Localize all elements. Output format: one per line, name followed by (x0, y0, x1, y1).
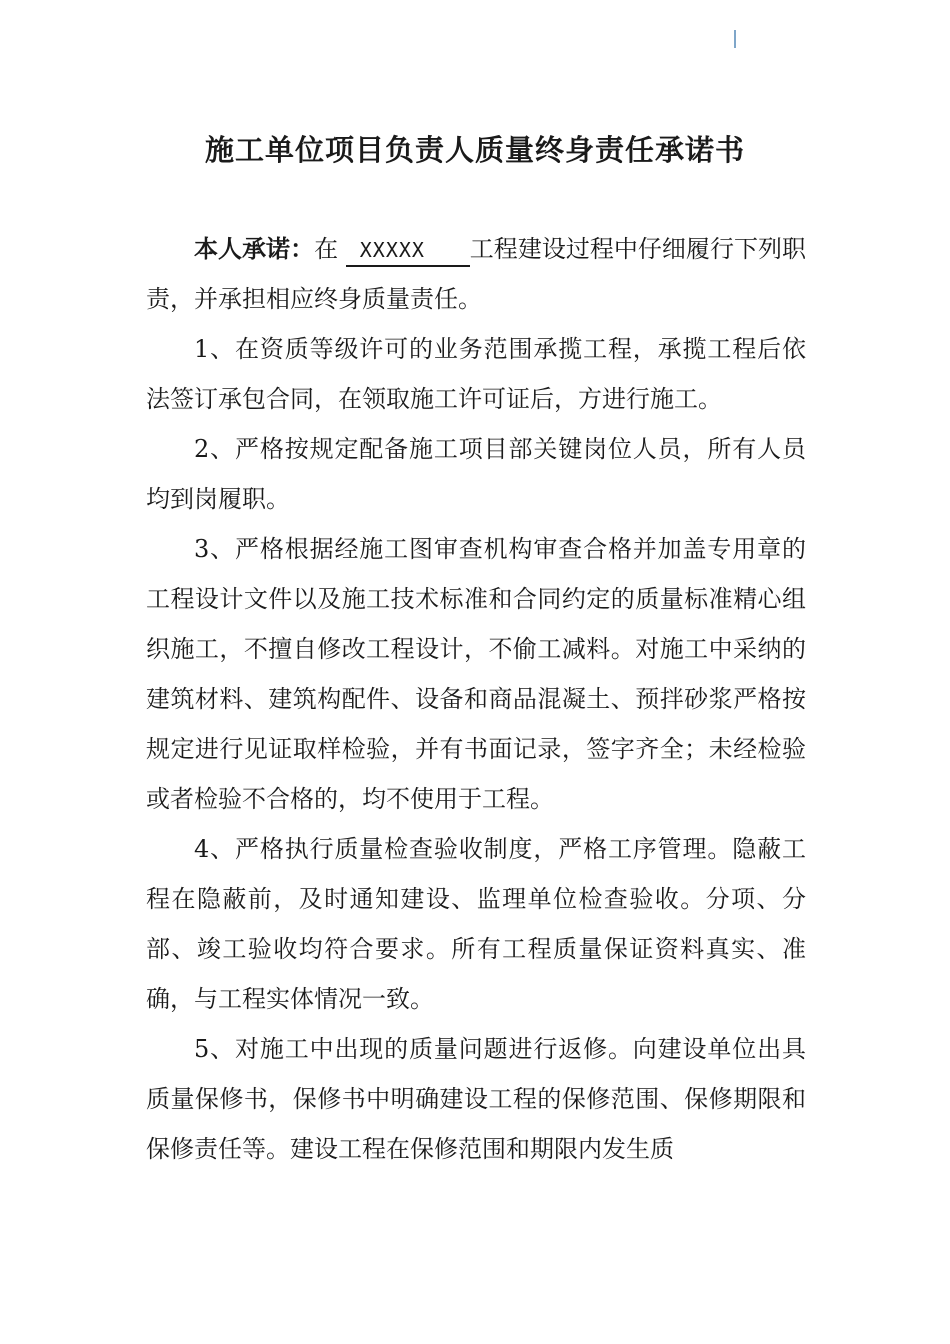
intro-after-blank: 工程建设过程中仔细履行下列职责，并承担相应终身质量责任。 (146, 235, 807, 313)
intro-lead: 本人承诺： (194, 234, 315, 263)
intro-before-blank: 在 (314, 235, 346, 263)
commitment-item-5: 5、对施工中出现的质量问题进行返修。向建设单位出具质量保修书，保修书中明确建设工程的保修范围、保修期限和保修责任等。建设工程在保修范围和期限内发生质 (146, 1035, 806, 1163)
intro-paragraph (146, 224, 806, 324)
commitment-item-1: 1、在资质等级许可的业务范围承揽工程，承揽工程后依法签订承包合同，在领取施工许可证后，方进行施工。 (146, 335, 806, 413)
commitment-item-4: 4、严格执行质量检查验收制度，严格工序管理。隐蔽工程在隐蔽前，及时通知建设、监理单位检查验收。分项、分部、竣工验收均符合要求。所有工程质量保证资料真实、准确，与工程实体情况一致。 (146, 835, 806, 1013)
corner-mark (734, 30, 736, 48)
commitment-item-2: 2、严格按规定配备施工项目部关键岗位人员，所有人员均到岗履职。 (146, 435, 806, 513)
commitment-item-3: 3、严格根据经施工图审查机构审查合格并加盖专用章的工程设计文件以及施工技术标准和合同约定的质量标准精心组织施工，不擅自修改工程设计，不偷工减料。对施工中采纳的建筑材料、建筑构配件、设备和商品混凝土、预拌砂浆严格按规定进行见证取样检验，并有书面记录，签字齐全；未经检验或者检验不合格的，均不使用于工程。 (146, 535, 806, 813)
document-body (146, 224, 806, 1174)
project-name-blank: XXXXX (346, 235, 470, 267)
document-title: 施工单位项目负责人质量终身责任承诺书 (204, 133, 745, 167)
